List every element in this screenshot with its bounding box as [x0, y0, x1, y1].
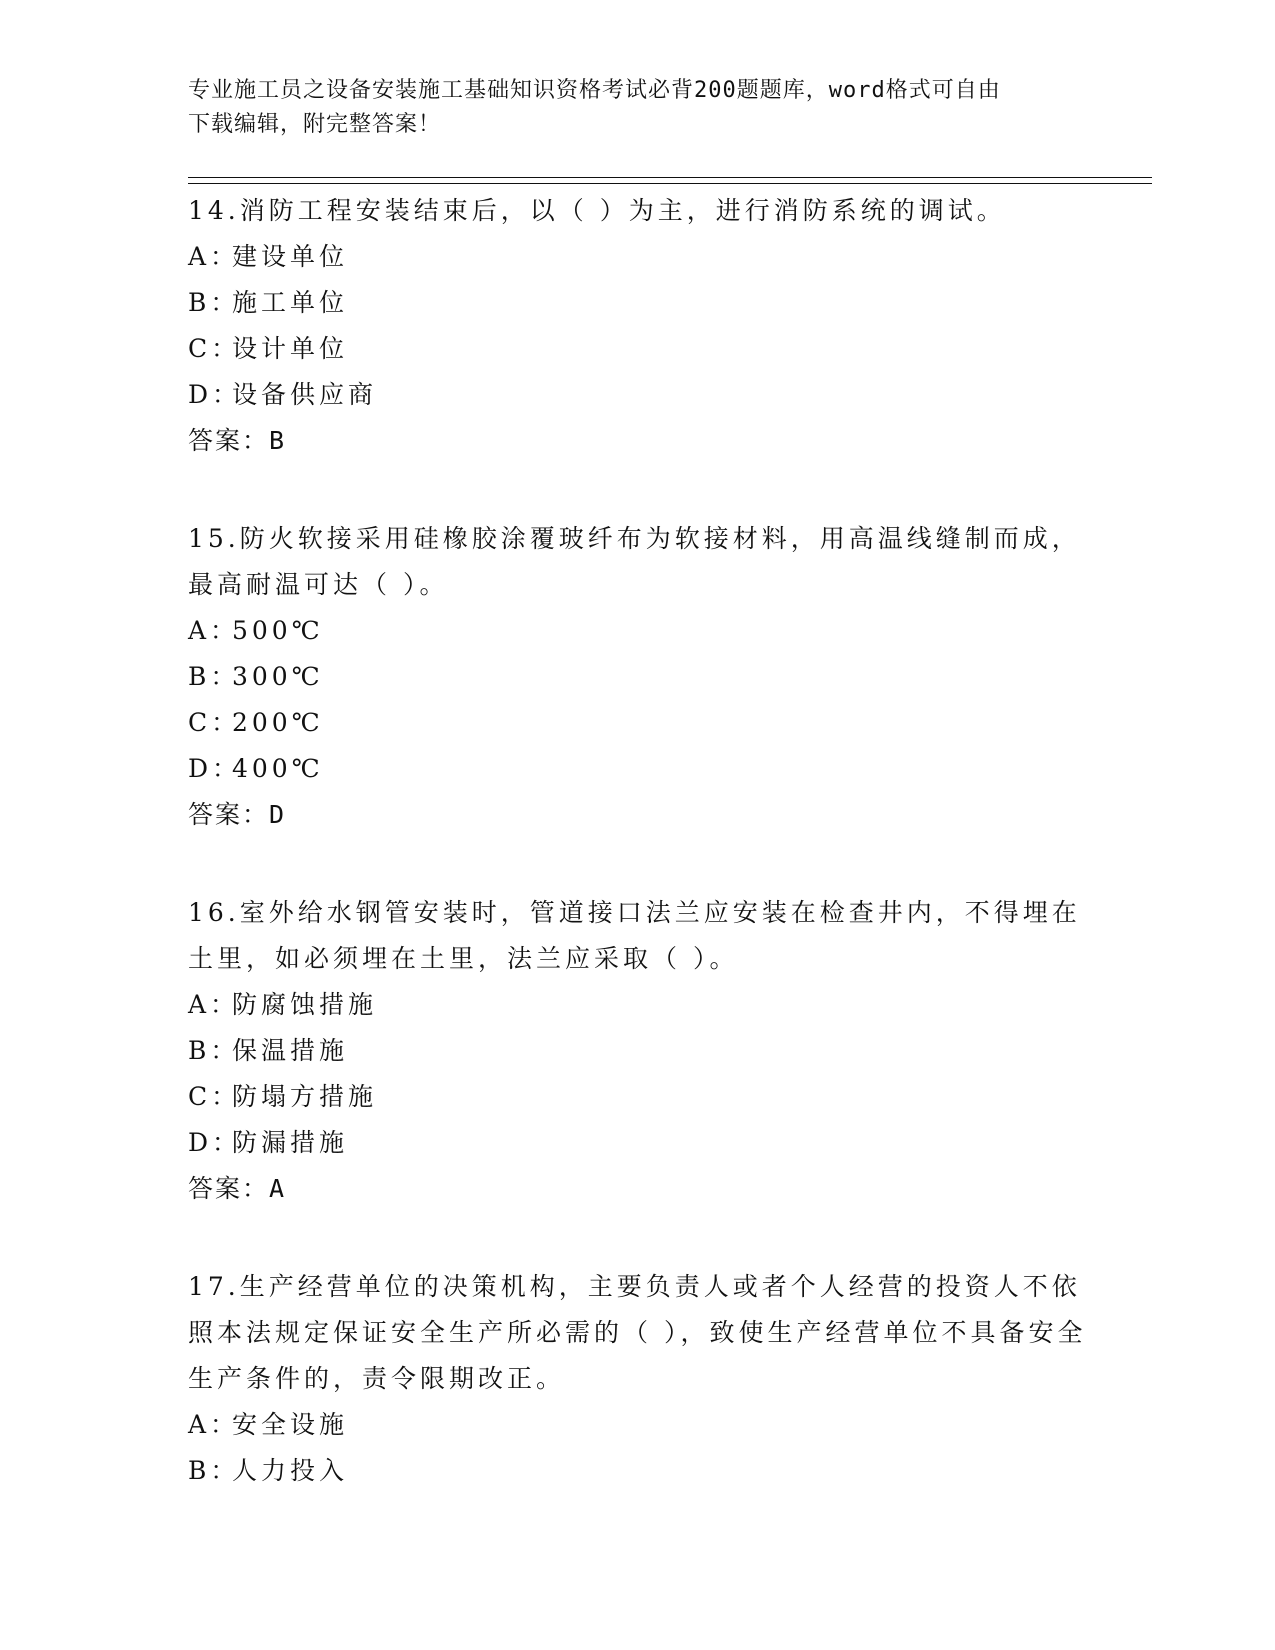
- option-c: [188, 700, 1088, 746]
- option-letter: A：: [188, 616, 240, 645]
- answer-value: D: [269, 800, 286, 829]
- answer-label: 答案：: [188, 426, 270, 455]
- option-text: 防塌方措施: [232, 1082, 378, 1111]
- option-letter: D：: [188, 1128, 242, 1157]
- option-letter: B：: [188, 662, 240, 691]
- option-letter: C：: [188, 334, 241, 363]
- question-stem: 16.室外给水钢管安装时，管道接口法兰应安装在检查井内，不得埋在土里，如必须埋在土里，法兰应采取（ ）。: [188, 898, 1081, 973]
- option-text: 人力投入: [232, 1456, 349, 1485]
- option-letter: B：: [188, 1036, 240, 1065]
- option-c: [188, 1074, 1088, 1120]
- question-list: [188, 188, 1088, 1546]
- question-stem: 17.生产经营单位的决策机构，主要负责人或者个人经营的投资人不依照本法规定保证安全生产所必需的（ ），致使生产经营单位不具备安全生产条件的，责令限期改正。: [188, 1272, 1087, 1393]
- answer-label: 答案：: [188, 1174, 270, 1203]
- header-line-2: 下载编辑，附完整答案！: [188, 112, 442, 137]
- answer-line: [188, 418, 1088, 464]
- option-text: 防漏措施: [232, 1128, 349, 1157]
- option-text: 400℃: [232, 754, 324, 783]
- option-letter: B：: [188, 288, 240, 317]
- option-letter: A：: [188, 242, 240, 271]
- option-b: [188, 654, 1088, 700]
- option-a: [188, 982, 1088, 1028]
- option-a: [188, 608, 1088, 654]
- option-text: 设备供应商: [232, 380, 378, 409]
- option-b: [188, 1028, 1088, 1074]
- option-letter: D：: [188, 754, 242, 783]
- option-letter: B：: [188, 1456, 240, 1485]
- question-15: [188, 516, 1088, 838]
- option-text: 保温措施: [232, 1036, 349, 1065]
- option-text: 200℃: [232, 708, 324, 737]
- option-letter: A：: [188, 990, 240, 1019]
- header-divider-bottom: [188, 183, 1152, 184]
- option-d: [188, 746, 1088, 792]
- option-letter: C：: [188, 708, 241, 737]
- option-letter: D：: [188, 380, 242, 409]
- answer-value: B: [269, 426, 286, 455]
- option-text: 建设单位: [232, 242, 349, 271]
- document-header: [188, 74, 1068, 142]
- question-17: [188, 1264, 1088, 1494]
- option-a: [188, 234, 1088, 280]
- option-text: 施工单位: [232, 288, 349, 317]
- option-b: [188, 1448, 1088, 1494]
- answer-label: 答案：: [188, 800, 270, 829]
- question-stem: 15.防火软接采用硅橡胶涂覆玻纤布为软接材料，用高温线缝制而成，最高耐温可达（ ）。: [188, 524, 1081, 599]
- option-text: 300℃: [232, 662, 324, 691]
- option-letter: C：: [188, 1082, 241, 1111]
- header-line-1: 专业施工员之设备安装施工基础知识资格考试必背200题题库，word格式可自由: [188, 78, 1001, 103]
- option-d: [188, 1120, 1088, 1166]
- option-a: [188, 1402, 1088, 1448]
- question-stem: 14.消防工程安装结束后，以（ ）为主，进行消防系统的调试。: [188, 196, 1006, 225]
- answer-line: [188, 1166, 1088, 1212]
- option-c: [188, 326, 1088, 372]
- option-b: [188, 280, 1088, 326]
- question-16: [188, 890, 1088, 1212]
- answer-line: [188, 792, 1088, 838]
- option-text: 安全设施: [232, 1410, 349, 1439]
- answer-value: A: [269, 1174, 286, 1203]
- header-divider-top: [188, 177, 1152, 178]
- option-letter: A：: [188, 1410, 240, 1439]
- option-text: 500℃: [232, 616, 324, 645]
- option-d: [188, 372, 1088, 418]
- option-text: 防腐蚀措施: [232, 990, 378, 1019]
- question-14: [188, 188, 1088, 464]
- option-text: 设计单位: [232, 334, 349, 363]
